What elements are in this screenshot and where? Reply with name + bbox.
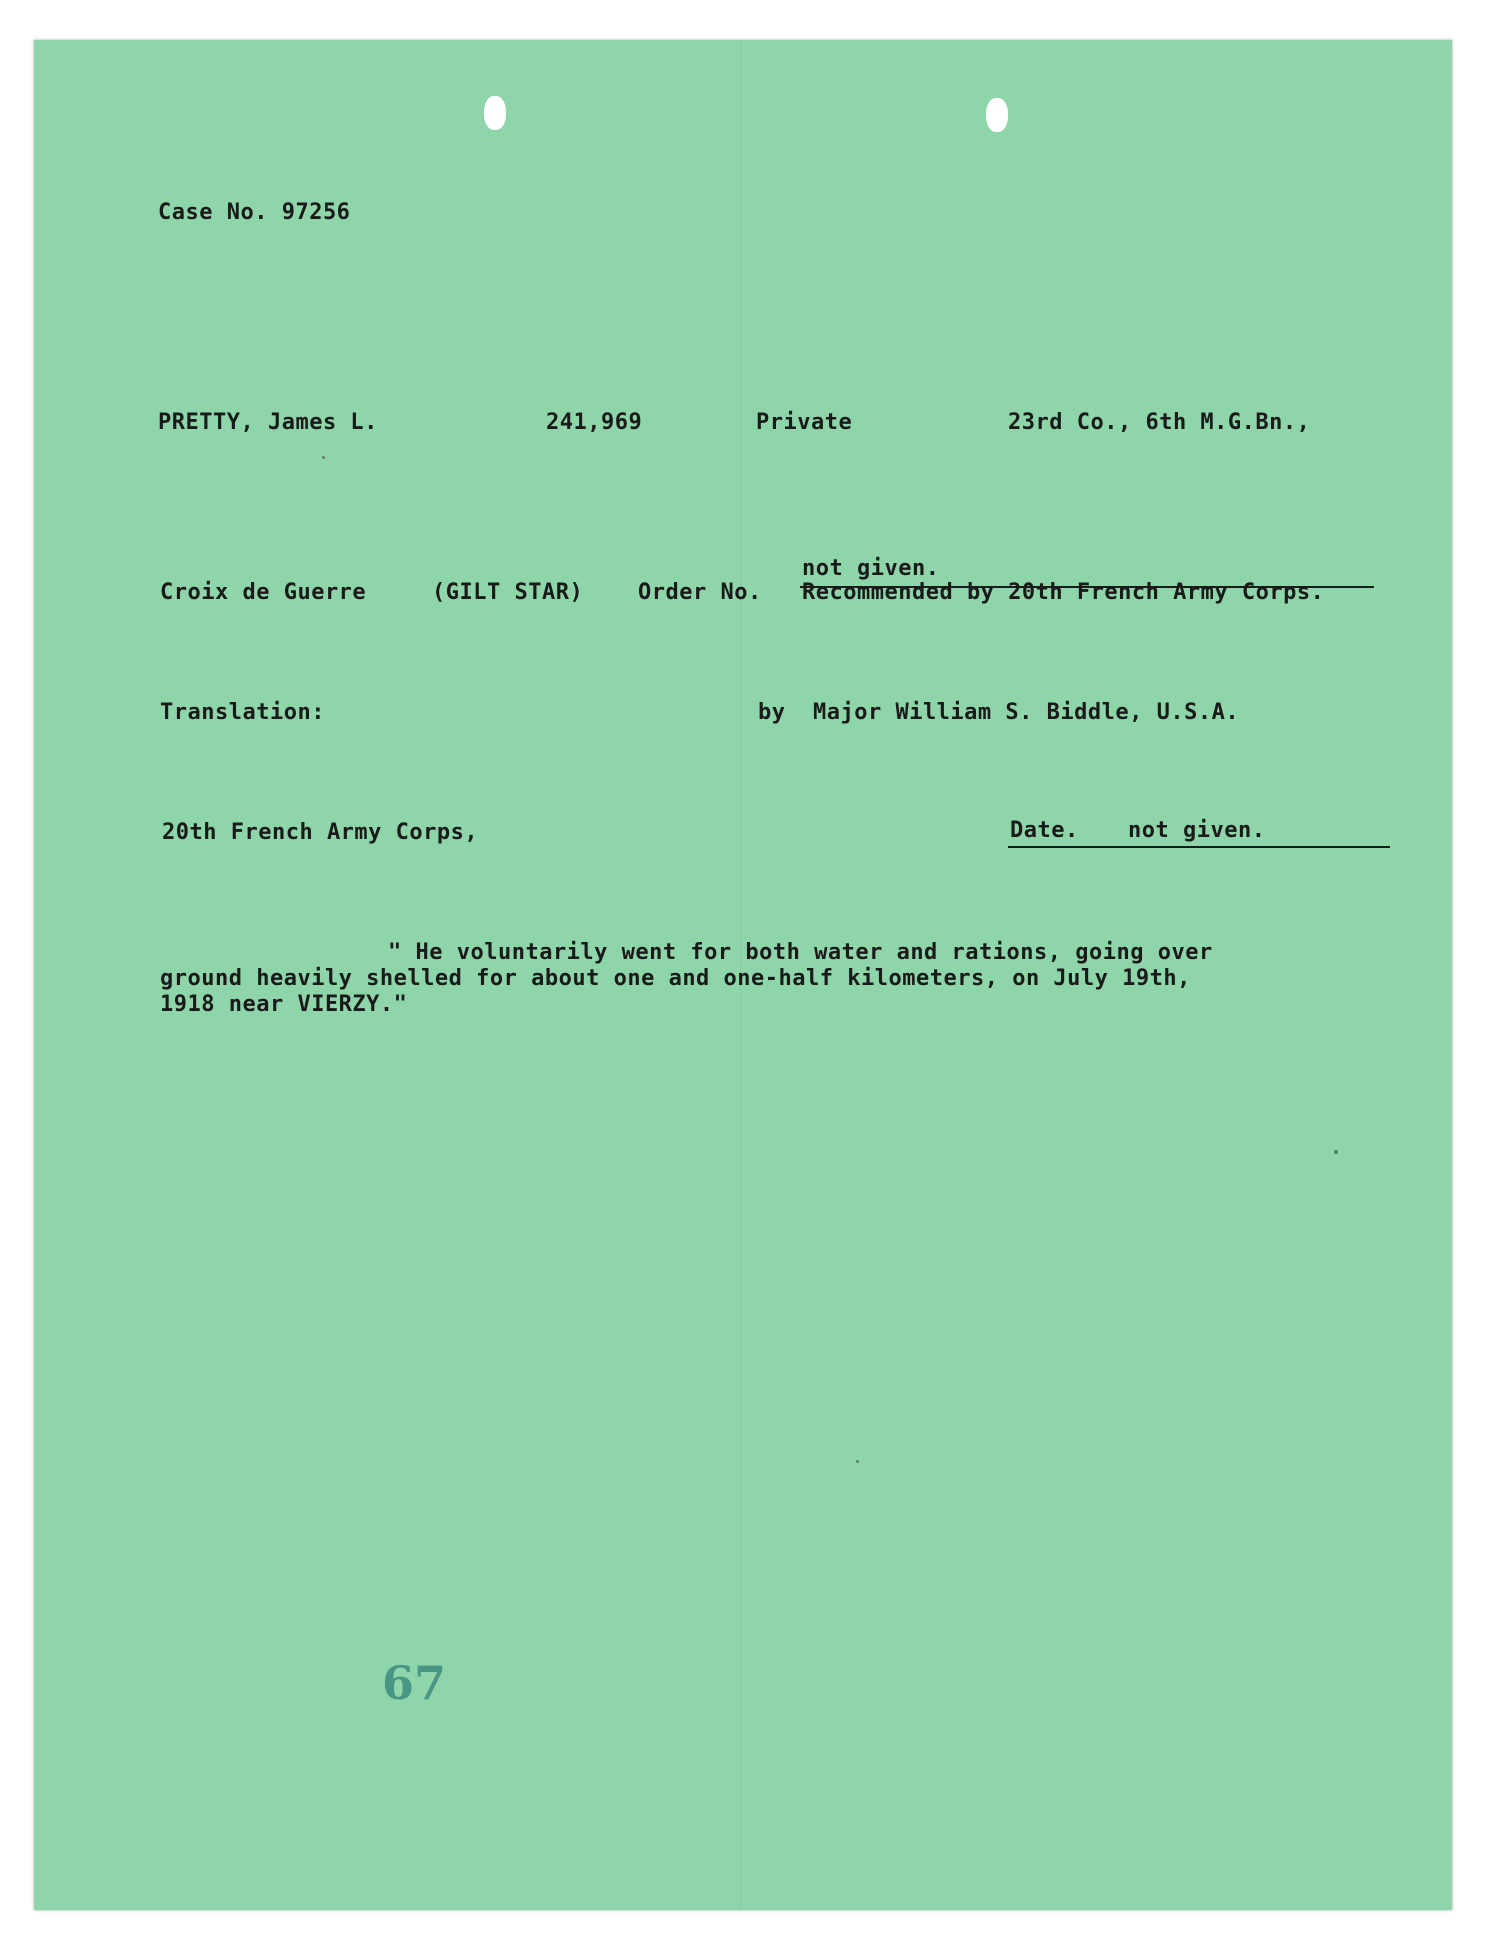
date-value: not given.	[1128, 818, 1266, 843]
case-number: Case No. 97256	[158, 200, 351, 225]
date-label: Date.	[1010, 818, 1079, 843]
page-number-stamp: 67	[382, 1656, 447, 1710]
translator: by Major William S. Biddle, U.S.A.	[758, 700, 1240, 725]
paper-speck	[322, 456, 325, 459]
citation-line-2: ground heavily shelled for about one and one-half kilometers, on July 19th,	[160, 966, 1191, 991]
citation-line-3: 1918 near VIERZY."	[160, 992, 408, 1017]
soldier-rank: Private	[756, 410, 853, 435]
order-label: Order No.	[638, 580, 762, 605]
punch-hole-left	[484, 96, 506, 130]
citation-line-1: " He voluntarily went for both water and rations, going over	[388, 940, 1213, 965]
award-grade: (GILT STAR)	[432, 580, 584, 605]
paper-speck	[856, 1460, 859, 1463]
punch-hole-right	[986, 98, 1008, 132]
soldier-name: PRETTY, James L.	[158, 410, 378, 435]
soldier-unit: 23rd Co., 6th M.G.Bn.,	[1008, 410, 1311, 435]
translation-label: Translation:	[160, 700, 325, 725]
order-value: not given.	[802, 556, 940, 581]
award-decoration: Croix de Guerre	[160, 580, 367, 605]
paper-speck	[1334, 1150, 1338, 1154]
issuer-unit: 20th French Army Corps,	[162, 820, 479, 845]
date-underline	[1008, 846, 1390, 848]
document-sheet	[34, 40, 1452, 1910]
soldier-serial: 241,969	[546, 410, 643, 435]
recommended-by: Recommended by 20th French Army Corps.	[802, 580, 1325, 605]
